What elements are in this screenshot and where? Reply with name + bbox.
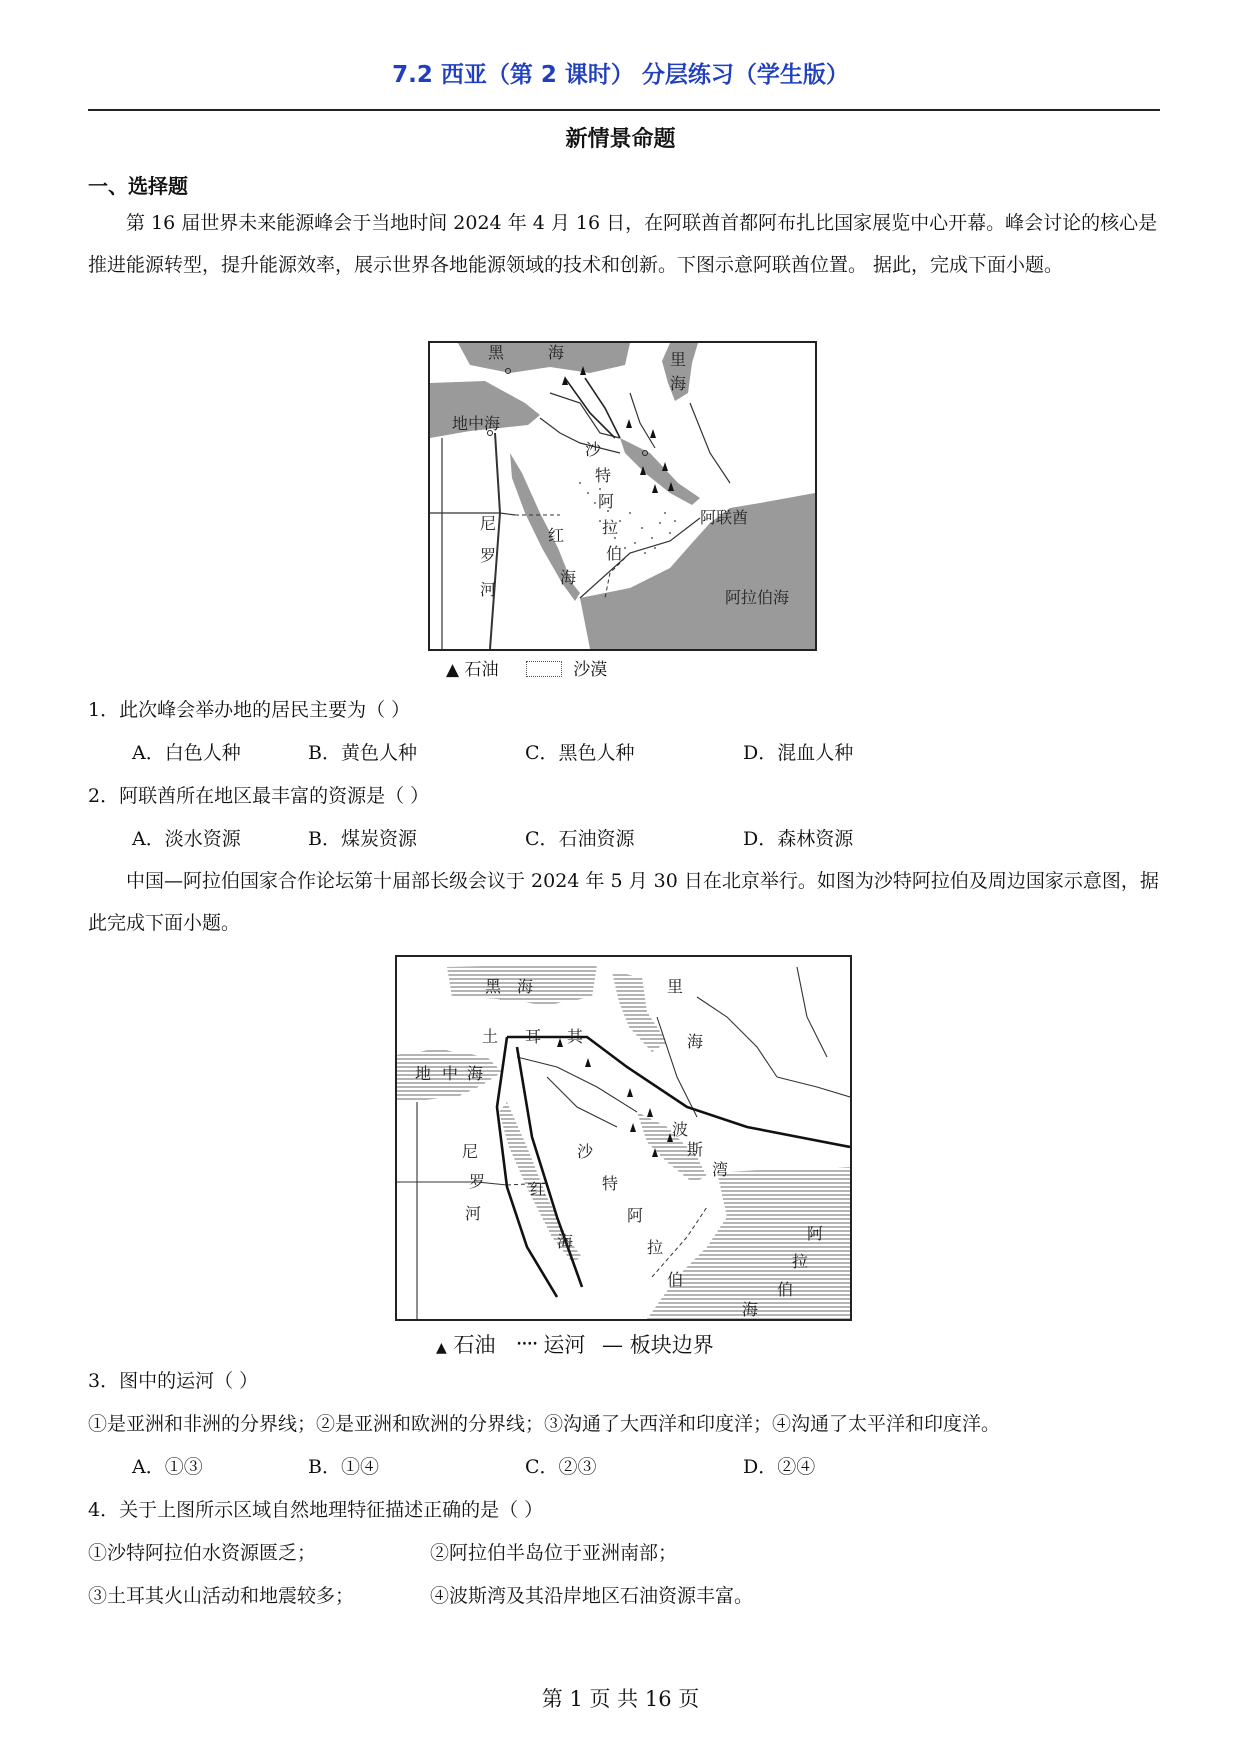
map1-legend — [446, 655, 607, 680]
saudi-arabia-region-map — [395, 955, 852, 1321]
uae-location-map — [428, 341, 817, 651]
label-saudi-1: 沙 — [577, 1142, 594, 1161]
label-caspian-1: 里 — [667, 977, 684, 996]
label-saudi-3: 阿 — [598, 492, 615, 511]
question-3-stem: 3．图中的运河（ ） — [88, 1370, 259, 1392]
label-nile-1: 尼 — [480, 514, 497, 533]
label-saudi-5: 伯 — [606, 544, 623, 563]
label-red-1: 红 — [530, 1180, 547, 1199]
label-med-2: 中 — [442, 1064, 459, 1083]
plate-boundary-legend-icon: — — [602, 1333, 624, 1357]
label-red-sea-1: 红 — [548, 526, 565, 545]
label-caspian-2: 海 — [687, 1032, 704, 1051]
label-arabian-3: 伯 — [777, 1280, 794, 1299]
legend-plate-label: 板块边界 — [629, 1333, 714, 1357]
q4-statement-4: ④波斯湾及其沿岸地区石油资源丰富。 — [430, 1585, 754, 1607]
label-saudi-2: 特 — [602, 1174, 619, 1193]
section-heading: 一、选择题 — [88, 174, 188, 198]
label-turkey-1: 土 — [482, 1027, 499, 1046]
label-med-1: 地 — [415, 1064, 432, 1083]
legend-desert-label: 沙漠 — [573, 660, 608, 680]
label-turkey-3: 其 — [567, 1027, 584, 1046]
desert-legend-icon — [526, 661, 562, 677]
label-saudi-2: 特 — [595, 466, 612, 485]
q2-option-d[interactable]: D．森林资源 — [743, 828, 854, 850]
label-uae: 阿联酋 — [700, 508, 749, 527]
question-2-stem: 2．阿联酋所在地区最丰富的资源是（ ） — [88, 785, 430, 807]
label-nile-1: 尼 — [462, 1142, 479, 1161]
label-nile-2: 罗 — [480, 546, 497, 565]
q3-option-a[interactable]: A．①③ — [132, 1456, 203, 1478]
label-black-1: 黑 — [485, 977, 502, 996]
label-nile-3: 河 — [465, 1204, 482, 1223]
label-black-sea-1: 黑 — [488, 343, 505, 362]
section-subtitle: 新情景命题 — [565, 127, 676, 152]
label-persian-3: 湾 — [712, 1160, 729, 1179]
q4-statement-3: ③土耳其火山活动和地震较多； — [88, 1585, 355, 1607]
legend-oil-label: 石油 — [464, 660, 499, 680]
label-persian-2: 斯 — [687, 1140, 704, 1159]
map2-legend — [436, 1322, 714, 1359]
label-nile-2: 罗 — [469, 1172, 486, 1191]
q1-option-b[interactable]: B．黄色人种 — [308, 742, 417, 764]
label-saudi-3: 阿 — [627, 1206, 644, 1225]
question-3-statements: ①是亚洲和非洲的分界线；②是亚洲和欧洲的分界线；③沟通了大西洋和印度洋；④沟通了太平洋和印度洋。 — [88, 1413, 1001, 1435]
label-arabian-2: 拉 — [792, 1252, 809, 1271]
label-nile-3: 河 — [480, 580, 497, 599]
header-divider — [88, 109, 1160, 111]
label-black-2: 海 — [517, 977, 534, 996]
q2-option-b[interactable]: B．煤炭资源 — [308, 828, 417, 850]
legend-oil-label: 石油 — [453, 1333, 496, 1357]
question-4-stem: 4．关于上图所示区域自然地理特征描述正确的是（ ） — [88, 1499, 544, 1521]
q2-option-c[interactable]: C．石油资源 — [525, 828, 635, 850]
label-caspian-2: 海 — [670, 374, 687, 393]
q1-option-a[interactable]: A．白色人种 — [132, 742, 241, 764]
q4-statement-1: ①沙特阿拉伯水资源匮乏； — [88, 1542, 317, 1564]
legend-canal-label: 运河 — [543, 1333, 586, 1357]
label-arabian-sea: 阿拉伯海 — [725, 588, 790, 607]
label-red-sea-2: 海 — [560, 568, 577, 587]
canal-legend-icon: ᠁ — [512, 1333, 537, 1357]
q2-option-a[interactable]: A．淡水资源 — [132, 828, 241, 850]
passage-1: 第 16 届世界未来能源峰会于当地时间 2024 年 4 月 16 日，在阿联酋首都阿布扎比国家展览中心开幕。峰会讨论的核心是推进能源转型，提升能源效率，展示世界各地能源领域的技术和创新。下图示意阿联酋位置。 据此，完成下面小题。 — [88, 212, 1158, 276]
label-turkey-2: 耳 — [525, 1027, 542, 1046]
page-footer: 第 1 页 共 16 页 — [541, 1687, 700, 1711]
oil-legend-icon: ▲ — [446, 660, 460, 680]
oil-legend-icon: ▲ — [436, 1340, 447, 1356]
label-saudi-4: 拉 — [602, 518, 619, 537]
q3-option-d[interactable]: D．②④ — [743, 1456, 816, 1478]
q1-option-d[interactable]: D．混血人种 — [743, 742, 854, 764]
label-arabian-1: 阿 — [807, 1224, 824, 1243]
label-med-3: 海 — [467, 1064, 484, 1083]
passage-2: 中国—阿拉伯国家合作论坛第十届部长级会议于 2024 年 5 月 30 日在北京举行。如图为沙特阿拉伯及周边国家示意图，据此完成下面小题。 — [88, 870, 1159, 934]
label-persian-1: 波 — [672, 1120, 689, 1139]
q3-option-b[interactable]: B．①④ — [308, 1456, 379, 1478]
q1-option-c[interactable]: C．黑色人种 — [525, 742, 635, 764]
label-mediterranean: 地中海 — [452, 414, 501, 433]
q4-statement-2: ②阿拉伯半岛位于亚洲南部； — [430, 1542, 678, 1564]
label-black-sea-2: 海 — [548, 343, 565, 362]
label-red-2: 海 — [557, 1232, 574, 1251]
label-arabian-4: 海 — [742, 1300, 759, 1319]
label-caspian-1: 里 — [670, 350, 687, 369]
page-title: 7.2 西亚（第 2 课时） 分层练习（学生版） — [392, 62, 849, 88]
q3-option-c[interactable]: C．②③ — [525, 1456, 597, 1478]
label-saudi-5: 伯 — [667, 1270, 684, 1289]
question-1-stem: 1．此次峰会举办地的居民主要为（ ） — [88, 699, 411, 721]
label-saudi-4: 拉 — [647, 1238, 664, 1257]
label-saudi-1: 沙 — [585, 440, 602, 459]
